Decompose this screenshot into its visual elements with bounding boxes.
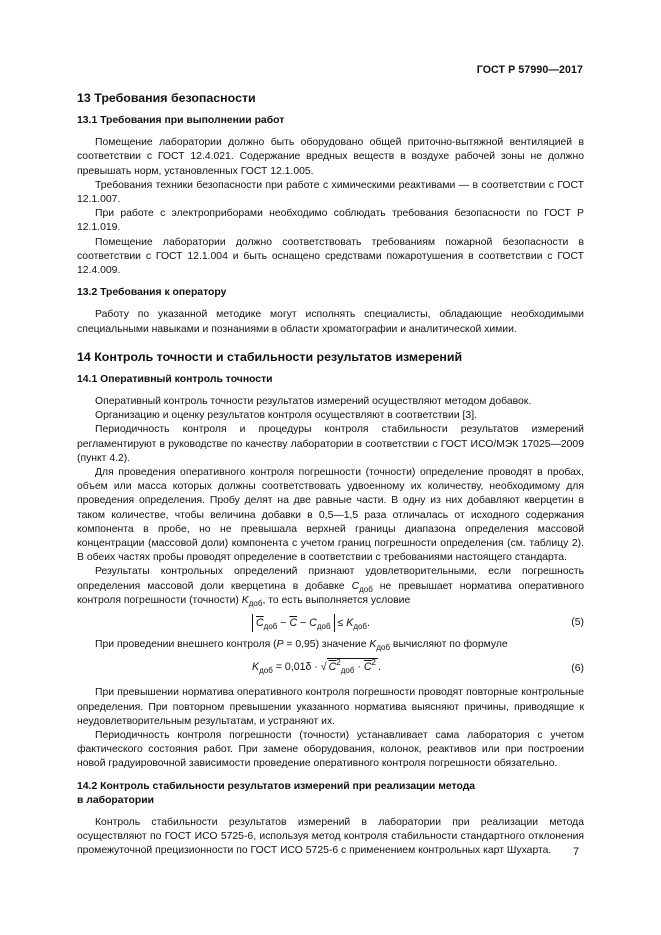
paragraph: Контроль стабильности результатов измерений в лаборатории при реализации метода осуществляют по ГОСТ ИСО 5725-6, используя метод контроля стабильности стандартного отклонения промежуточной прецизионности по ГОСТ ИСО 5725-6 с применением контрольных карт Шухарта. [77, 816, 584, 857]
formula-6-expression: $K_{доб} = 0,01\delta$ · √ $C^2_{доб} \cdot \overline{C}^2$ . [252, 658, 381, 676]
paragraph: Для проведения оперативного контроля погрешности (точности) определение проводят в пробах, объем или масса которых должны соответствовать удвоенному их количеству, необходимому для проведения определения. Пробу делят на две равные части. В одну из них добавляют кверцетин в таком количестве, чтобы величина добавки в 0,5—1,5 раза отличалась от исходного содержания компонента в пробе, но не превышала верхней границы диапазона определения массовой концентрации (массовой доли) компонента с учетом границ погрешности определения (см. таблицу 2). В обеих частях пробы проводят определение в соответствии с требованиями настоящего стандарта. [77, 467, 584, 564]
formula-5-expression: $\overline{C}_{доб} - \overline{C} - C_{доб} \le K_{доб}$. [252, 614, 370, 632]
formula-5 [77, 608, 584, 638]
paragraph: При превышении норматива оперативного контроля погрешности проводят повторные контрольные определения. При повторном превышении указанного норматива выясняют причины, приводящие к неудовлетворительным результатам, и устраняют их. [77, 687, 584, 727]
section-13-title: 13 Требования безопасности [77, 91, 256, 105]
paragraph: Оперативный контроль точности результатов измерений осуществляют методом добавок. [95, 396, 532, 408]
section-14-2-title: 14.2 Контроль стабильности результатов измерений при реализации метода в лаборатории [77, 780, 476, 806]
paragraph-with-symbols: При проведении внешнего контроля (P = 0,95) значение $K_{доб}$ вычисляют по формуле [95, 639, 508, 653]
section-14-1-title: 14.1 Оперативный контроль точности [77, 373, 273, 385]
paragraph: Помещение лаборатории должно соответствовать требованиям пожарной безопасности в соответствии с ГОСТ 12.1.004 и быть оснащено средствами пожаротушения в соответствии с ГОСТ 12.4.009. [77, 236, 584, 277]
paragraph: Организацию и оценку результатов контроля осуществляют в соответствии [3]. [95, 410, 477, 422]
paragraph: Помещение лаборатории должно быть оборудовано общей приточно-вытяжной вентиляцией в соответствии с ГОСТ 12.4.021. Содержание вредных веществ в воздухе рабочей зоны не должно превышать норм, установленных ГОСТ 12.1.005. [77, 137, 584, 177]
formula-6 [77, 652, 584, 686]
section-13-1-title: 13.1 Требования при выполнении работ [77, 115, 285, 126]
paragraph: При работе с электроприборами необходимо соблюдать требования безопасности по ГОСТ Р 12.1.019. [77, 208, 584, 234]
formula-5-number: (5) [571, 617, 584, 629]
standard-header: ГОСТ Р 57990—2017 [476, 64, 583, 76]
paragraph: Периодичность контроля и процедуры контроля стабильности результатов измерений регламентируют в руководстве по качеству лаборатории в соответствии с ГОСТ ИСО/МЭК 17025—2009 (пункт 4.2). [77, 424, 584, 464]
paragraph-with-symbols: Результаты контрольных определений признают удовлетворительными, если погрешность определения массовой доли кверцетина в добавке $C_{доб}$ не превышает норматива оперативного контроля погрешности (точности) $K_{доб}$, то есть выполняется условие [77, 566, 584, 608]
page-number: 7 [573, 846, 579, 858]
paragraph: Требования техники безопасности при работе с химическими реактивами — в соответствии с ГОСТ 12.1.007. [77, 179, 584, 206]
section-13-2-title: 13.2 Требования к оператору [77, 287, 227, 299]
paragraph: Периодичность контроля погрешности (точности) устанавливает сама лаборатория с учетом фактического состояния работ. При замене оборудования, колонок, реактивов или при построении новой градуировочной зависимости проведение оперативного контроля погрешности обязательно. [77, 729, 584, 770]
section-14-title: 14 Контроль точности и стабильности результатов измерений [77, 349, 463, 364]
formula-6-number: (6) [571, 663, 584, 675]
paragraph: Работу по указанной методике могут исполнять специалисты, обладающие необходимыми специальными навыками и познаниями в области хроматографии и аналитической химии. [77, 309, 584, 335]
page-content [77, 90, 584, 859]
